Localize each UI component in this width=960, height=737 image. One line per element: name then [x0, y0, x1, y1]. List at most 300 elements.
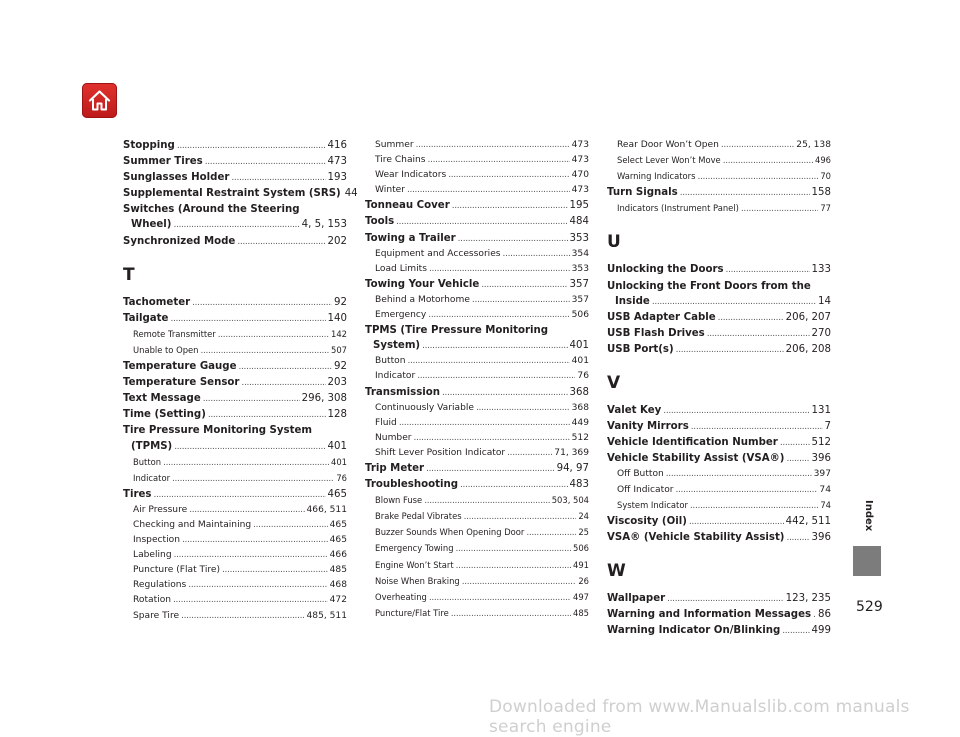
page-reference[interactable]: 401: [571, 356, 589, 367]
dot-leader: [170, 311, 325, 327]
index-subentry-spare-tire[interactable]: [123, 609, 347, 624]
index-entry-synchronized-mode[interactable]: [123, 234, 347, 250]
dot-leader: [222, 563, 328, 578]
page-reference[interactable]: 473: [571, 155, 589, 166]
page-reference[interactable]: 26: [578, 575, 589, 586]
dot-leader: [462, 574, 577, 590]
index-entry-transmission[interactable]: [365, 385, 589, 401]
entry-title: Tools: [365, 216, 395, 228]
index-entry-unlocking-the-front-doors-from-the-inside[interactable]: [607, 279, 831, 310]
dot-leader: [428, 153, 570, 168]
index-entry-sunglasses-holder[interactable]: [123, 170, 347, 186]
index-column-2: [365, 138, 589, 622]
index-subentry-continuously-variable[interactable]: [365, 401, 589, 416]
dot-leader: [153, 487, 325, 503]
section-letter-v: V: [607, 373, 621, 394]
home-button[interactable]: [82, 83, 117, 118]
index-subentry-remote-transmitter[interactable]: [123, 327, 347, 343]
page-reference[interactable]: 416: [327, 140, 347, 151]
entry-title: Fluid: [375, 417, 397, 428]
dot-leader: [182, 533, 328, 548]
index-entry-usb-port-s[interactable]: [607, 342, 831, 358]
dot-leader: [237, 234, 325, 250]
index-subentry-summer[interactable]: [365, 138, 589, 153]
entry-title: Continuously Variable: [375, 402, 474, 413]
index-subentry-off-indicator[interactable]: [607, 483, 831, 498]
index-subentry-equipment-and-accessories[interactable]: [365, 247, 589, 262]
dot-leader: [507, 446, 552, 461]
page-reference[interactable]: 465: [329, 535, 347, 546]
page-reference[interactable]: 70: [820, 171, 831, 182]
page-reference[interactable]: 140: [327, 312, 347, 324]
index-column-1: [123, 138, 358, 624]
page-reference[interactable]: 449: [571, 417, 589, 428]
page-reference[interactable]: 131: [811, 405, 831, 417]
dot-leader: [676, 483, 818, 498]
page-reference[interactable]: 25, 138: [796, 140, 831, 150]
page-reference[interactable]: 158: [811, 187, 831, 199]
dot-leader: [813, 607, 816, 623]
index-subentry-indicator[interactable]: [365, 369, 589, 384]
side-tab-label: Index: [863, 500, 874, 532]
index-entry-tpms-tire-pressure-monitoring-system[interactable]: [365, 323, 589, 354]
index-entry-tailgate[interactable]: [123, 311, 347, 327]
index-entry-warning-indicator-on-blinking[interactable]: [607, 623, 831, 639]
dot-leader: [173, 593, 328, 608]
entry-title: Indicator: [133, 472, 171, 483]
index-subentry-system-indicator[interactable]: [607, 498, 831, 514]
index-subentry-button[interactable]: [365, 354, 589, 369]
entry-title: Button: [133, 456, 162, 467]
index-entry-tires[interactable]: [123, 487, 347, 503]
entry-title: Tire Chains: [375, 155, 426, 166]
entry-title: Remote Transmitter: [133, 328, 216, 339]
page-reference[interactable]: 472: [329, 595, 347, 606]
index-entry-time-setting[interactable]: [123, 407, 347, 423]
dot-leader: [173, 217, 299, 233]
index-subentry-winter[interactable]: [365, 183, 589, 198]
page-reference[interactable]: 270: [811, 327, 831, 339]
dot-leader: [741, 201, 818, 217]
page-reference[interactable]: 401: [331, 456, 347, 467]
index-entry-tachometer[interactable]: [123, 295, 347, 311]
home-icon: [87, 88, 112, 113]
dot-leader: [396, 214, 567, 230]
entry-title: Viscosity (Oil): [607, 515, 687, 527]
dot-leader: [407, 183, 570, 198]
page-reference[interactable]: 396: [811, 453, 831, 465]
index-subentry-load-limits[interactable]: [365, 262, 589, 277]
index-entry-valet-key[interactable]: [607, 403, 831, 419]
page-reference[interactable]: 24: [578, 511, 589, 522]
page-reference[interactable]: 203: [327, 377, 347, 389]
dot-leader: [721, 138, 794, 153]
page-reference[interactable]: 86: [818, 608, 831, 620]
entry-title: Off Indicator: [617, 484, 674, 495]
index-subentry-buzzer-sounds-when-opening-door[interactable]: [365, 525, 589, 541]
page-reference[interactable]: 506: [573, 543, 589, 554]
dot-leader: [456, 541, 571, 557]
page-reference[interactable]: 193: [327, 172, 347, 184]
index-side-tab[interactable]: [853, 546, 881, 576]
entry-title: Warning Indicators: [617, 171, 696, 182]
page-reference[interactable]: 484: [569, 216, 589, 228]
entry-title: Temperature Sensor: [123, 377, 240, 389]
page-reference[interactable]: 202: [327, 235, 347, 247]
index-entry-summer-tires[interactable]: [123, 154, 347, 170]
index-subentry-select-lever-won-t-move[interactable]: [607, 153, 831, 169]
entry-title: Shift Lever Position Indicator: [375, 447, 506, 458]
entry-title: Puncture (Flat Tire): [133, 565, 221, 576]
dot-leader: [189, 503, 304, 518]
page-reference[interactable]: 442, 511: [785, 515, 831, 527]
dot-leader: [663, 403, 809, 419]
entry-title: Summer Tires: [123, 156, 203, 168]
index-entry-towing-your-vehicle[interactable]: [365, 277, 589, 293]
page-reference[interactable]: 128: [327, 409, 347, 421]
page-reference[interactable]: 503, 504: [551, 495, 589, 506]
entry-title: Inside: [615, 295, 650, 307]
index-subentry-wear-indicators[interactable]: [365, 168, 589, 183]
page-reference[interactable]: 76: [577, 371, 589, 382]
entry-title-line: Switches (Around the Steering: [123, 204, 300, 216]
page-reference[interactable]: 468: [329, 580, 347, 591]
index-entry-tools[interactable]: [365, 214, 589, 230]
entry-title: Supplemental Restraint System (SRS): [123, 188, 341, 200]
index-column-3: [607, 138, 831, 639]
entry-title: Unlocking the Doors: [607, 264, 724, 276]
page-reference[interactable]: 499: [811, 625, 831, 637]
dot-leader: [786, 451, 809, 467]
entry-title: Number: [375, 432, 412, 443]
page-reference[interactable]: 485, 511: [306, 610, 347, 621]
section-letter-u: U: [607, 232, 621, 253]
entry-title: Brake Pedal Vibrates: [375, 511, 462, 522]
index-subentry-emergency[interactable]: [365, 308, 589, 323]
dot-leader: [200, 343, 329, 359]
dot-leader: [460, 477, 568, 493]
page-reference[interactable]: 368: [569, 386, 589, 398]
entry-title: Stopping: [123, 140, 175, 151]
page-reference[interactable]: 485: [573, 607, 589, 618]
entry-title: USB Flash Drives: [607, 327, 705, 339]
dot-leader: [181, 609, 304, 624]
page-reference[interactable]: 354: [571, 248, 589, 259]
index-entry-trip-meter[interactable]: [365, 461, 589, 477]
entry-title: Emergency: [375, 310, 427, 321]
index-subentry-shift-lever-position-indicator[interactable]: [365, 446, 589, 461]
entry-title: Buzzer Sounds When Opening Door: [375, 527, 525, 538]
entry-title: Puncture/Flat Tire: [375, 607, 449, 618]
index-entry-vsa-vehicle-stability-assist[interactable]: [607, 530, 831, 546]
index-subentry-blown-fuse[interactable]: [365, 493, 589, 509]
dot-leader: [652, 294, 816, 310]
dot-leader: [203, 391, 300, 407]
page-reference[interactable]: 123, 235: [785, 592, 831, 604]
index-entry-troubleshooting[interactable]: [365, 477, 589, 493]
page-reference[interactable]: 397: [813, 469, 831, 480]
page-reference[interactable]: 401: [327, 440, 347, 452]
index-entry-switches-around-the-steering-wheel[interactable]: [123, 202, 347, 233]
page-reference[interactable]: 396: [811, 531, 831, 543]
dot-leader: [481, 277, 567, 293]
dot-leader: [782, 623, 809, 639]
entry-title: Warning Indicator On/Blinking: [607, 625, 781, 637]
index-entry-vehicle-identification-number[interactable]: [607, 435, 831, 451]
dot-leader: [416, 138, 570, 153]
page-reference[interactable]: 357: [571, 294, 589, 305]
page-number: 529: [856, 599, 883, 615]
page-reference[interactable]: 368: [571, 402, 589, 413]
page-reference[interactable]: 353: [569, 232, 589, 244]
dot-leader: [452, 198, 568, 214]
entry-title-line: Unlocking the Front Doors from the: [607, 280, 811, 292]
page-reference[interactable]: 466, 511: [306, 504, 347, 515]
entry-title: Noise When Braking: [375, 575, 460, 586]
entry-title: Air Pressure: [133, 504, 188, 515]
dot-leader: [417, 369, 575, 384]
page-reference[interactable]: 353: [571, 263, 589, 274]
entry-title: Engine Won’t Start: [375, 559, 454, 570]
dot-leader: [429, 262, 570, 277]
index-subentry-inspection[interactable]: [123, 533, 347, 548]
page-reference[interactable]: 465: [327, 488, 347, 500]
index-entry-tonneau-cover[interactable]: [365, 198, 589, 214]
page-reference[interactable]: 25: [578, 527, 589, 538]
page-reference[interactable]: 206, 207: [785, 311, 831, 323]
page-reference[interactable]: 473: [327, 156, 347, 168]
page-reference[interactable]: 76: [336, 472, 347, 483]
entry-title: Warning and Information Messages: [607, 608, 812, 620]
index-subentry-warning-indicators[interactable]: [607, 169, 831, 185]
page-reference[interactable]: 92: [334, 361, 347, 373]
dot-leader: [399, 416, 570, 431]
entry-title: Indicators (Instrument Panel): [617, 203, 739, 214]
index-entry-vanity-mirrors[interactable]: [607, 419, 831, 435]
index-entry-wallpaper[interactable]: [607, 591, 831, 607]
entry-title: Vehicle Stability Assist (VSA®): [607, 453, 785, 465]
index-subentry-off-button[interactable]: [607, 467, 831, 482]
dot-leader: [253, 518, 328, 533]
dot-leader: [205, 154, 326, 170]
dot-leader: [726, 262, 810, 278]
entry-title: Turn Signals: [607, 187, 678, 199]
page-reference[interactable]: 77: [820, 203, 831, 214]
page-reference[interactable]: 507: [331, 344, 347, 355]
page-reference[interactable]: 470: [571, 170, 589, 181]
dot-leader: [177, 138, 326, 154]
page-reference[interactable]: 496: [815, 155, 831, 166]
index-subentry-puncture-flat-tire[interactable]: [123, 563, 347, 578]
entry-title: Off Button: [617, 469, 664, 480]
page-reference[interactable]: 14: [818, 295, 831, 307]
index-subentry-puncture-flat-tire[interactable]: [365, 606, 589, 622]
index-subentry-regulations[interactable]: [123, 578, 347, 593]
dot-leader: [429, 590, 571, 606]
entry-title: Equipment and Accessories: [375, 248, 501, 259]
entry-title: Indicator: [375, 371, 416, 382]
dot-leader: [172, 471, 334, 487]
entry-title: Trip Meter: [365, 462, 425, 474]
entry-title: Load Limits: [375, 263, 427, 274]
entry-title: Rotation: [133, 595, 172, 606]
entry-title: Wheel): [131, 219, 172, 231]
dot-leader: [476, 401, 570, 416]
index-subentry-brake-pedal-vibrates[interactable]: [365, 509, 589, 525]
entry-title: Tachometer: [123, 296, 191, 308]
page-reference[interactable]: 357: [569, 278, 589, 290]
entry-title: Regulations: [133, 580, 187, 591]
index-subentry-tire-chains[interactable]: [365, 153, 589, 168]
dot-leader: [426, 461, 555, 477]
dot-leader: [680, 185, 810, 201]
entry-title: Spare Tire: [133, 610, 180, 621]
entry-title: Time (Setting): [123, 409, 206, 421]
page-reference[interactable]: 74: [820, 499, 831, 510]
page-reference[interactable]: 206, 208: [785, 343, 831, 355]
page-reference[interactable]: 512: [811, 437, 831, 449]
page-reference[interactable]: 92: [334, 296, 347, 308]
page-reference[interactable]: 401: [569, 340, 589, 352]
page-reference[interactable]: 142: [331, 328, 347, 339]
dot-leader: [208, 407, 326, 423]
index-entry-usb-flash-drives[interactable]: [607, 326, 831, 342]
dot-leader: [458, 231, 568, 247]
dot-leader: [407, 354, 569, 369]
dot-leader: [424, 493, 550, 509]
index-entry-stopping[interactable]: [123, 138, 347, 154]
entry-title: Winter: [375, 185, 405, 196]
index-entry-temperature-gauge[interactable]: [123, 359, 347, 375]
entry-title: Summer: [375, 140, 414, 150]
entry-title: Select Lever Won’t Move: [617, 155, 721, 166]
index-subentry-engine-won-t-start[interactable]: [365, 558, 589, 574]
index-entry-viscosity-oil[interactable]: [607, 514, 831, 530]
page-reference[interactable]: 473: [571, 140, 589, 150]
index-subentry-overheating[interactable]: [365, 590, 589, 606]
page-reference[interactable]: 506: [571, 310, 589, 321]
dot-leader: [464, 509, 577, 525]
dot-leader: [174, 439, 325, 455]
entry-title: Vanity Mirrors: [607, 421, 689, 433]
index-entry-warning-and-information-messages[interactable]: [607, 607, 831, 623]
page-reference[interactable]: 512: [571, 432, 589, 443]
index-subentry-indicator[interactable]: [123, 471, 347, 487]
entry-title: (TPMS): [131, 440, 173, 452]
index-entry-unlocking-the-doors[interactable]: [607, 262, 831, 278]
index-entry-text-message[interactable]: [123, 391, 347, 407]
entry-title: System Indicator: [617, 499, 688, 510]
page-reference[interactable]: 7: [824, 421, 831, 433]
index-entry-tire-pressure-monitoring-system-tpms[interactable]: [123, 423, 347, 454]
page-reference[interactable]: 195: [569, 200, 589, 212]
entry-title: Troubleshooting: [365, 479, 459, 491]
page-reference[interactable]: 491: [573, 559, 589, 570]
dot-leader: [188, 578, 327, 593]
entry-title: Tailgate: [123, 312, 169, 324]
index-subentry-noise-when-braking[interactable]: [365, 574, 589, 590]
index-entry-turn-signals[interactable]: [607, 185, 831, 201]
entry-title: Valet Key: [607, 405, 662, 417]
index-entry-temperature-sensor[interactable]: [123, 375, 347, 391]
index-entry-usb-adapter-cable[interactable]: [607, 310, 831, 326]
entry-title: Towing Your Vehicle: [365, 278, 480, 290]
entry-title-line: Tire Pressure Monitoring System: [123, 425, 312, 437]
entry-title: USB Port(s): [607, 343, 674, 355]
index-subentry-button[interactable]: [123, 455, 347, 471]
dot-leader: [718, 310, 784, 326]
page-reference[interactable]: 296, 308: [301, 393, 347, 405]
page-reference[interactable]: 466: [329, 550, 347, 561]
index-subentry-unable-to-open[interactable]: [123, 343, 347, 359]
dot-leader: [163, 455, 329, 471]
index-entry-vehicle-stability-assist-vsa[interactable]: [607, 451, 831, 467]
index-subentry-air-pressure[interactable]: [123, 503, 347, 518]
index-subentry-indicators-instrument-panel[interactable]: [607, 201, 831, 217]
dot-leader: [174, 548, 328, 563]
page-reference[interactable]: 44: [344, 188, 358, 200]
index-entry-towing-a-trailer[interactable]: [365, 231, 589, 247]
page-reference[interactable]: 74: [819, 484, 831, 495]
entry-title: Overheating: [375, 591, 427, 602]
entry-title: Vehicle Identification Number: [607, 437, 778, 449]
page-reference[interactable]: 483: [569, 479, 589, 491]
dot-leader: [786, 530, 809, 546]
page-reference[interactable]: 473: [571, 185, 589, 196]
dot-leader: [428, 308, 569, 323]
index-subentry-number[interactable]: [365, 431, 589, 446]
entry-title: Text Message: [123, 393, 201, 405]
index-subentry-emergency-towing[interactable]: [365, 541, 589, 557]
page-reference[interactable]: 94, 97: [556, 462, 589, 474]
page-reference[interactable]: 4, 5, 153: [301, 219, 347, 231]
entry-title: Transmission: [365, 386, 441, 398]
index-subentry-rear-door-won-t-open[interactable]: [607, 138, 831, 153]
dot-leader: [422, 338, 567, 354]
entry-title: Labeling: [133, 550, 172, 561]
dot-leader: [456, 558, 571, 574]
page-reference[interactable]: 71, 369: [554, 447, 589, 458]
index-subentry-behind-a-motorhome[interactable]: [365, 293, 589, 308]
dot-leader: [503, 247, 570, 262]
dot-leader: [723, 153, 813, 169]
dot-leader: [676, 342, 784, 358]
index-subentry-rotation[interactable]: [123, 593, 347, 608]
dot-leader: [691, 419, 823, 435]
dot-leader: [442, 385, 568, 401]
dot-leader: [707, 326, 810, 342]
index-subentry-checking-and-maintaining[interactable]: [123, 518, 347, 533]
page-reference[interactable]: 133: [811, 264, 831, 276]
page-reference[interactable]: 465: [329, 519, 347, 530]
dot-leader: [690, 498, 818, 514]
index-entry-supplemental-restraint-system-srs[interactable]: [123, 186, 358, 202]
dot-leader: [231, 170, 325, 186]
dot-leader: [218, 327, 329, 343]
entry-title: Sunglasses Holder: [123, 172, 230, 184]
dot-leader: [667, 591, 783, 607]
entry-title: Behind a Motorhome: [375, 294, 470, 305]
entry-title-line: TPMS (Tire Pressure Monitoring: [365, 325, 549, 337]
index-subentry-fluid[interactable]: [365, 416, 589, 431]
entry-title: Tonneau Cover: [365, 200, 450, 212]
entry-title: Temperature Gauge: [123, 361, 237, 373]
dot-leader: [451, 606, 571, 622]
page-reference[interactable]: 497: [573, 591, 589, 602]
entry-title: Synchronized Mode: [123, 235, 236, 247]
page-reference[interactable]: 485: [329, 565, 347, 576]
index-subentry-labeling[interactable]: [123, 548, 347, 563]
